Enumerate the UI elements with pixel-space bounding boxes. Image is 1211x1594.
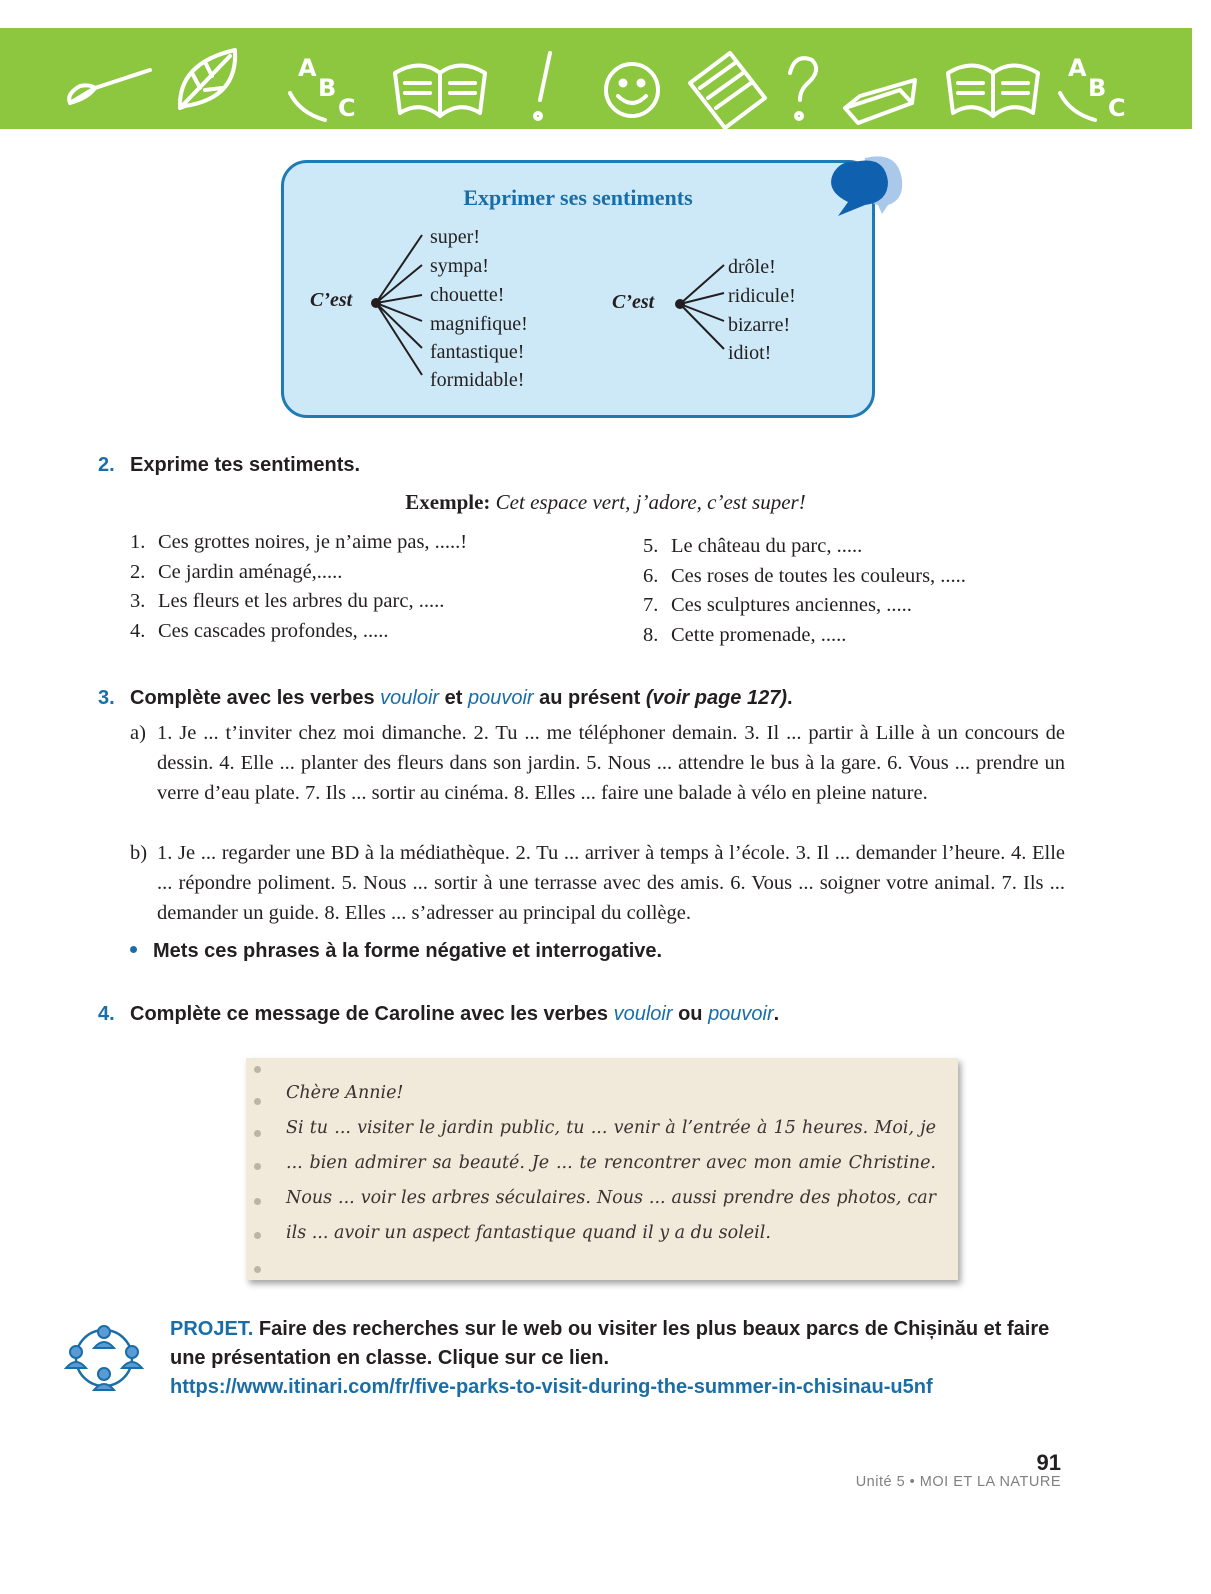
paintbrush-icon — [69, 70, 150, 103]
project-label: PROJET. — [170, 1318, 254, 1340]
smiley-icon — [606, 64, 658, 116]
svg-text:C: C — [338, 94, 356, 122]
abc-icon — [1060, 54, 1126, 122]
exercise-instruction: Complète avec les verbes vouloir et pouvoir au présent (voir page 127). — [130, 687, 793, 709]
speech-bubble-icon — [830, 150, 910, 220]
svg-text:A: A — [298, 54, 317, 82]
svg-text:B: B — [1088, 74, 1107, 102]
leaf-icon — [180, 50, 235, 108]
list-item: 5. Le château du parc, ..... — [643, 535, 863, 557]
exercise-number: 2. — [98, 454, 115, 476]
verb-vouloir: vouloir — [613, 1003, 673, 1025]
verb-pouvoir: pouvoir — [708, 1003, 774, 1025]
feeling-word: idiot! — [728, 342, 772, 364]
open-book-icon — [948, 66, 1038, 117]
example-label: Exemple: — [405, 490, 491, 514]
exercise-list-right — [643, 532, 966, 650]
group-work-icon — [64, 1322, 144, 1394]
feeling-word: drôle! — [728, 256, 776, 278]
project-link[interactable]: https://www.itinari.com/fr/five-parks-to-visit-during-the-summer-in-chisinau-u5nf — [170, 1376, 933, 1398]
feeling-word: fantastique! — [430, 341, 525, 363]
exercise-number: 3. — [98, 687, 115, 709]
svg-text:C: C — [1108, 94, 1126, 122]
verb-pouvoir: pouvoir — [467, 687, 534, 709]
svg-text:B: B — [318, 74, 337, 102]
exercise-bullet: Mets ces phrases à la forme négative et interrogative. — [130, 940, 662, 963]
unit-footer: Unité 5 • MOI ET LA NATURE — [855, 1474, 1061, 1490]
question-icon — [790, 58, 816, 119]
feeling-word: bizarre! — [728, 314, 791, 336]
letter-paper — [246, 1058, 958, 1280]
list-item: 1. Ces grottes noires, je n’aime pas, .....! — [130, 531, 468, 553]
cest-label-left: C’est — [310, 289, 353, 311]
feeling-word: super! — [430, 226, 480, 248]
exercise-number: 4. — [98, 1003, 115, 1025]
exercise-instruction: Exprime tes sentiments. — [130, 454, 361, 476]
eraser-icon — [845, 80, 915, 123]
header-banner — [0, 28, 1192, 129]
cest-label-right: C’est — [612, 291, 655, 313]
list-item: 6. Ces roses de toutes les couleurs, ..... — [643, 564, 966, 587]
example-line — [0, 490, 1211, 515]
letter-greeting: Chère Annie! — [286, 1083, 404, 1103]
svg-text:A: A — [1068, 54, 1087, 82]
letter-body: Si tu ... visiter le jardin public, tu ... venir à l’entrée à 15 heures. Moi, je ... bien admirer sa beauté. Je ... te rencontrer avec mon amie Christine. Nous ... voir les arbres séculaires. Nous ... aussi prendre des photos, car ils ... avoir un aspect fantastique quand il y a du soleil. — [286, 1118, 936, 1243]
open-book-icon — [395, 66, 485, 117]
feeling-word: sympa! — [430, 255, 489, 277]
page-number: 91 — [1036, 1450, 1061, 1475]
project-block — [170, 1315, 1065, 1402]
list-item: 8. Cette promenade, ..... — [643, 623, 847, 646]
list-item: 3. Les fleurs et les arbres du parc, ..... — [130, 590, 445, 612]
project-text: Faire des recherches sur le web ou visiter les plus beaux parcs de Chișinău et faire une présentation en classe. Clique sur ce lien. — [170, 1318, 1050, 1369]
abc-icon — [290, 54, 356, 122]
grammar-box — [281, 160, 875, 418]
exercise-part-b: b) 1. Je ... regarder une BD à la médiathèque. 2. Tu ... arriver à temps à l’école. 3. Il ... demander l’heure. 4. Elle ... répondre poliment. 5. Nous ... sortir à une terrasse avec des amis. 6. Vous ... soigner votre animal. 7. Ils ... demander un guide. 8. Elles ... s’adresser au principal du collège. — [130, 842, 1065, 924]
feeling-word: ridicule! — [728, 285, 796, 307]
feeling-word: chouette! — [430, 284, 505, 306]
notebook-icon — [690, 53, 765, 128]
verb-vouloir: vouloir — [380, 687, 440, 709]
feeling-word: formidable! — [430, 369, 525, 391]
exercise-part-a: a) 1. Je ... t’inviter chez moi dimanche. 2. Tu ... me téléphoner demain. 3. Il ... partir à Lille à un concours de dessin. 4. Elle ... planter des fleurs dans son jardin. 5. Nous ... attendre le bus à la gare. 6. Vous ... prendre un verre d’eau plate. 7. Ils ... sortir au cinéma. 8. Elles ... faire une balade à vélo en pleine nature. — [130, 722, 1065, 804]
grammar-box-title: Exprimer ses sentiments — [463, 185, 693, 210]
exclamation-icon — [535, 53, 550, 119]
exercise-instruction: Complète ce message de Caroline avec les verbes vouloir ou pouvoir. — [130, 1003, 780, 1025]
list-item: 7. Ces sculptures anciennes, ..... — [643, 594, 912, 616]
letter-text — [286, 1076, 936, 1251]
exercise-list-left — [130, 528, 467, 646]
list-item: 2. Ce jardin aménagé,..... — [130, 560, 343, 583]
example-text: Cet espace vert, j’adore, c’est super! — [490, 490, 806, 514]
page-reference: (voir page 127) — [645, 687, 788, 709]
feeling-word: magnifique! — [430, 313, 528, 335]
list-item: 4. Ces cascades profondes, ..... — [130, 619, 389, 642]
